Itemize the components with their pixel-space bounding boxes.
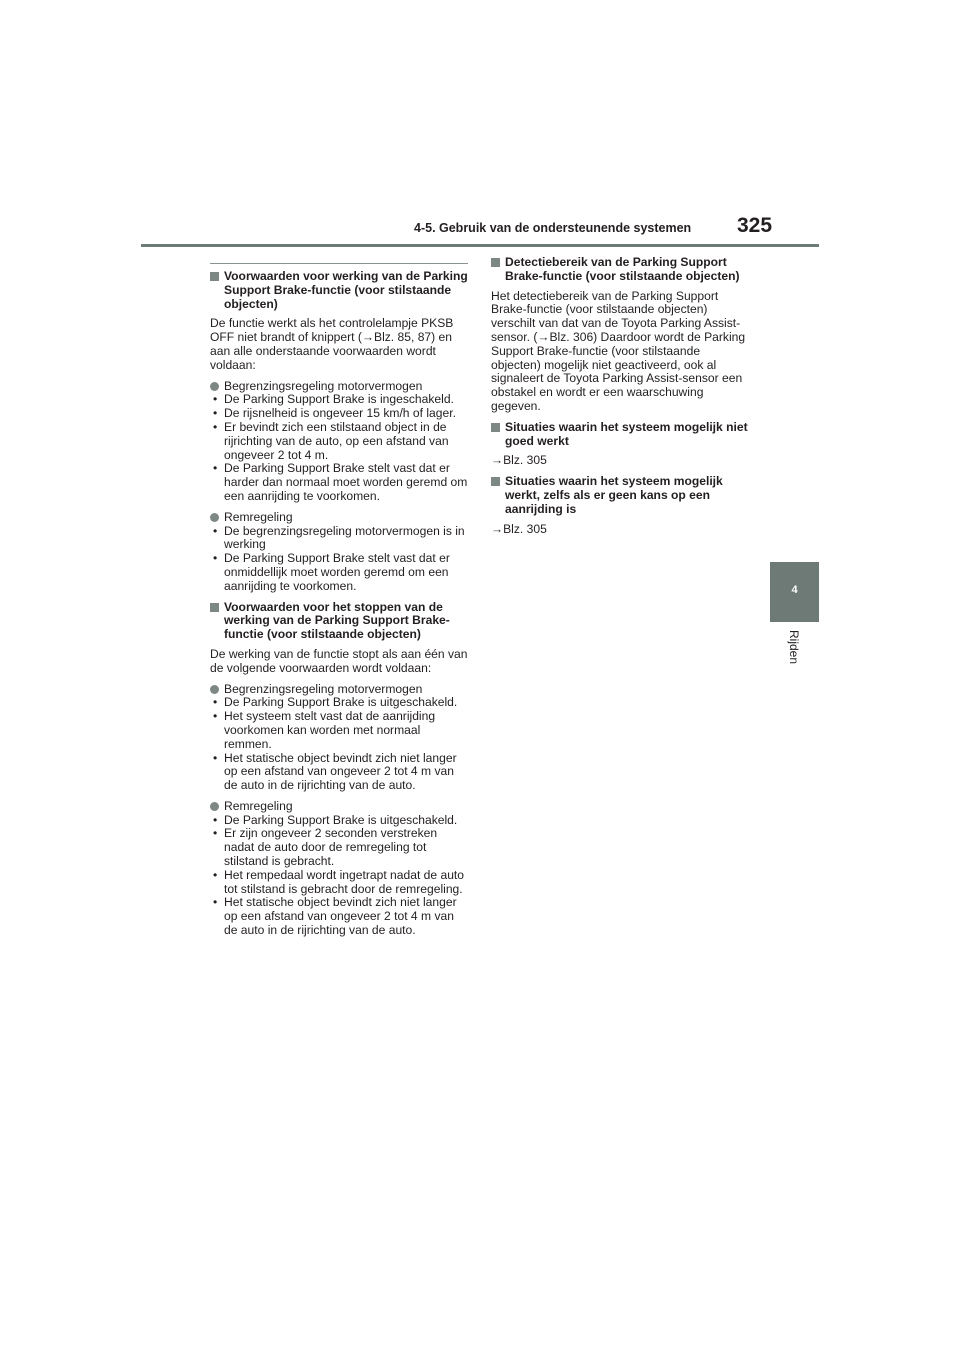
sub-heading-text: Remregeling — [224, 509, 293, 524]
page-reference: →Blz. 305 — [491, 453, 547, 468]
sub-heading-text: Begrenzingsregeling motorvermogen — [224, 681, 423, 696]
list-item: • De Parking Support Brake is uitgeschakeld. — [210, 814, 468, 828]
page-reference: →Blz. 305 — [491, 521, 547, 536]
header-rule — [141, 244, 819, 247]
circle-bullet-icon — [210, 685, 219, 694]
list-item: • De rijsnelheid is ongeveer 15 km/h of lager. — [210, 407, 468, 421]
right-column — [491, 256, 751, 543]
section-heading-text: Situaties waarin het systeem mogelijk niet goed werkt — [505, 419, 748, 448]
sub-heading-text: Begrenzingsregeling motorvermogen — [224, 378, 423, 393]
sub-heading — [210, 511, 468, 525]
section-paragraph: Het detectiebereik van de Parking Support Brake-functie (voor stilstaande objecten) verschilt van dat van de Toyota Parking Assist-sensor. (→Blz. 306) Daardoor wordt de Parking Support Brake-functie (voor stilstaande objecten) mogelijk niet geactiveerd, ook al signaleert de Toyota Parking Assist-sensor een obstakel en wordt er een waarschuwing gegeven. — [491, 288, 746, 413]
sub-heading — [210, 800, 468, 814]
bullet-list — [210, 525, 468, 594]
section-heading-text: Voorwaarden voor werking van de Parking Support Brake-functie (voor stilstaande objecten) — [224, 269, 468, 311]
column-rule — [210, 263, 468, 264]
section-heading — [491, 256, 751, 284]
circle-bullet-icon — [210, 513, 219, 522]
sub-heading — [210, 683, 468, 697]
chapter-tab — [770, 562, 819, 622]
section-heading — [210, 270, 468, 311]
section-paragraph: De werking van de functie stopt als aan één van de volgende voorwaarden wordt voldaan: — [210, 646, 468, 675]
square-bullet-icon — [491, 423, 500, 432]
section-heading-text: Detectiebereik van de Parking Support Brake-functie (voor stilstaande objecten) — [505, 255, 740, 283]
section-heading — [491, 421, 751, 449]
square-bullet-icon — [210, 272, 219, 281]
bullet-list — [210, 393, 468, 503]
bullet-list — [210, 696, 468, 793]
left-column — [210, 263, 468, 945]
list-item: • De Parking Support Brake is uitgeschakeld. — [210, 696, 468, 710]
sub-heading — [210, 380, 468, 394]
list-item: • De begrenzingsregeling motorvermogen is in werking — [210, 525, 468, 553]
list-item: • De Parking Support Brake stelt vast dat er onmiddellijk moet worden geremd om een aanrijding te voorkomen. — [210, 552, 468, 593]
list-item: • Er zijn ongeveer 2 seconden verstreken nadat de auto door de remregeling tot stilstand is gebracht. — [210, 827, 468, 868]
square-bullet-icon — [491, 258, 500, 267]
square-bullet-icon — [491, 477, 500, 486]
sub-heading-text: Remregeling — [224, 798, 293, 813]
bullet-list — [210, 814, 468, 938]
circle-bullet-icon — [210, 382, 219, 391]
page-number: 325 — [737, 214, 773, 237]
list-item: • Het rempedaal wordt ingetrapt nadat de auto tot stilstand is gebracht door de remregeling. — [210, 869, 468, 897]
square-bullet-icon — [210, 603, 219, 612]
chapter-tab-label: Rijden — [787, 630, 801, 665]
chapter-title: 4-5. Gebruik van de ondersteunende systemen — [414, 221, 692, 235]
section-paragraph: De functie werkt als het controlelampje PKSB OFF niet brandt of knippert (→Blz. 85, 87) en aan alle onderstaande voorwaarden wordt voldaan: — [210, 316, 454, 372]
list-item: • De Parking Support Brake stelt vast dat er harder dan normaal moet worden geremd om een aanrijding te voorkomen. — [210, 462, 468, 503]
section-heading-text: Situaties waarin het systeem mogelijk werkt, zelfs als er geen kans op een aanrijding is — [505, 474, 723, 516]
list-item: • De Parking Support Brake is ingeschakeld. — [210, 393, 468, 407]
section-heading — [210, 601, 468, 642]
section-heading — [491, 475, 751, 516]
section-heading-text: Voorwaarden voor het stoppen van de werking van de Parking Support Brake-functie (voor stilstaande objecten) — [224, 599, 450, 642]
circle-bullet-icon — [210, 802, 219, 811]
list-item: • Het statische object bevindt zich niet langer op een afstand van ongeveer 2 tot 4 m van de auto in de rijrichting van de auto. — [210, 752, 468, 793]
list-item: • Het systeem stelt vast dat de aanrijding voorkomen kan worden met normaal remmen. — [210, 710, 468, 751]
chapter-tab-number: 4 — [791, 584, 798, 596]
list-item: • Er bevindt zich een stilstaand object in de rijrichting van de auto, op een afstand van ongeveer 2 tot 4 m. — [210, 421, 468, 462]
list-item: • Het statische object bevindt zich niet langer op een afstand van ongeveer 2 tot 4 m van de auto in de rijrichting van de auto. — [210, 896, 468, 937]
